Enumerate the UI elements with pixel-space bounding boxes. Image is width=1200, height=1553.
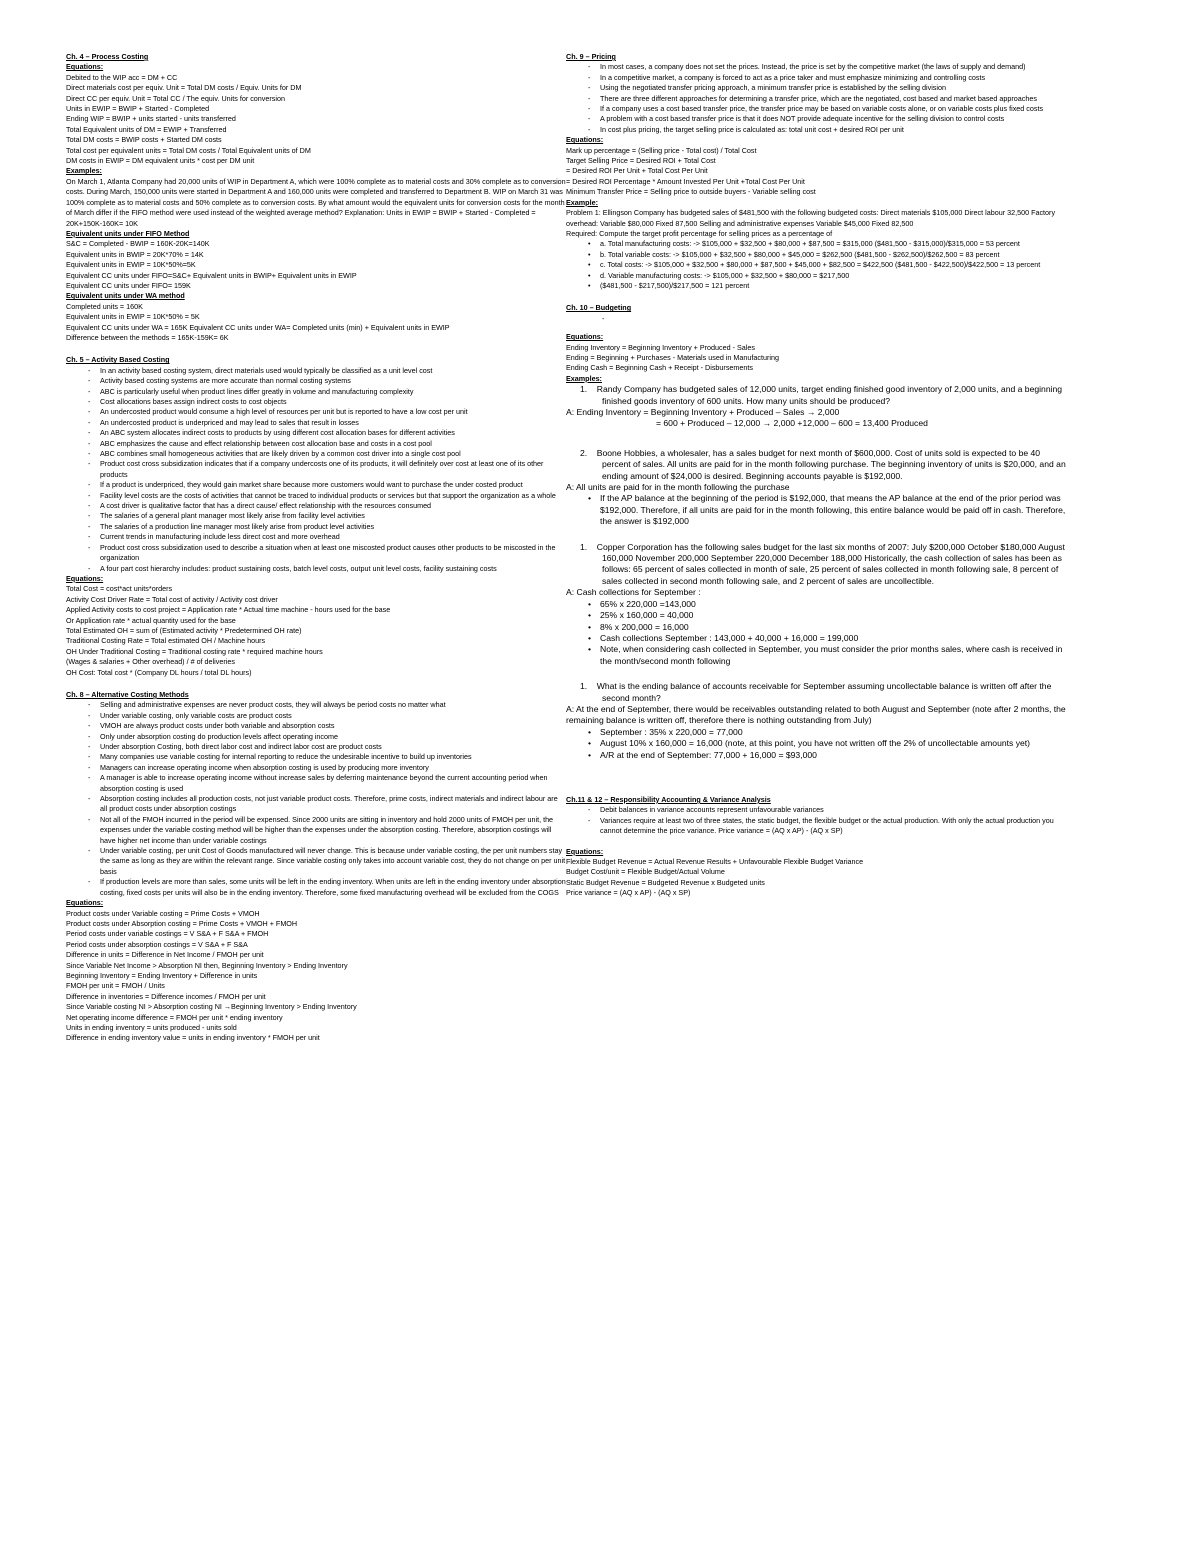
label-equations: Equations:: [66, 573, 104, 583]
label-examples: Examples:: [66, 166, 102, 176]
equation-line: Debited to the WIP acc = DM + CC: [66, 72, 178, 82]
equation-line: Units in EWIP = BWIP + Started - Completed: [66, 104, 210, 114]
list-item: - Under variable costing, per unit Cost of Goods manufactured will never change. This is because under variable costing, the per unit numbers stay the same as long as they are within the relevant range. Since variable costing only takes into account variable cost, they do not change on per unit basis: [100, 846, 566, 877]
list-item: - The salaries of a production line manager most likely arise from product level activities: [100, 522, 566, 532]
equation-line: Beginning Inventory = Ending Inventory + Difference in units: [66, 970, 258, 980]
list-item: - Absorption costing includes all production costs, not just variable product costs. Therefore, prime costs, indirect materials and indirect labour are all product costs under absorption costings: [100, 794, 566, 815]
list-item: - A cost driver is qualitative factor that has a direct cause/ effect relationship with the resources consumed: [100, 501, 566, 511]
answer-line: A: All units are paid for in the month following the purchase: [566, 482, 790, 493]
bullet-list: [66, 366, 566, 574]
list-item: • a. Total manufacturing costs: -> $105,000 + $32,500 + $80,000 + $87,500 = $315,000 ($481,500 - $315,000)/$315,000 = 53 percent: [600, 239, 1066, 249]
list-item: - A problem with a cost based transfer price is that it does NOT provide adequate incentive for the selling division to control costs: [600, 114, 1066, 124]
equation-list: [66, 73, 566, 167]
list-item: - ABC is particularly useful when product lines differ greatly in volume and manufacturing complexity: [100, 387, 566, 397]
problem-number: 1.: [580, 384, 588, 395]
list-item: • ($481,500 - $217,500)/$217,500 = 121 percent: [600, 281, 1066, 291]
equation-line: Flexible Budget Revenue = Actual Revenue Results + Unfavourable Flexible Budget Variance: [566, 857, 864, 866]
list-item: - Only under absorption costing do production levels affect operating income: [100, 732, 566, 742]
equation-line: FMOH per unit = FMOH / Units: [66, 981, 165, 991]
bullet-list: [66, 700, 566, 898]
label-equations: Equations:: [66, 62, 104, 72]
list-item: - Not all of the FMOH incurred in the period will be expensed. Since 2000 units are sitting in inventory and hold 2000 units of FMOH per unit, the expenses under the variable costing method will be higher than the expenses under the absorption costing. Therefore, absorption costings will have higher net income than under variable costings: [100, 815, 566, 846]
heading-ch11-12: Ch.11 & 12 – Responsibility Accounting & Variance Analysis: [566, 794, 771, 804]
equation-line: Total cost per equivalent units = Total DM costs / Total Equivalent units of DM: [66, 145, 311, 155]
list-item: - ABC combines small homogeneous activities that are likely driven by a common cost driver into a single cost pool: [100, 449, 566, 459]
list-item: - Variances require at least two of three states, the static budget, the flexible budget or the actual production. With only the actual production you cannot determine the price variance. Price variance = (AQ x AP) - (AQ x SP): [600, 816, 1066, 837]
list-item: • Note, when considering cash collected in September, you must consider the prior months sales, where cash is received in the month/second month following: [600, 644, 1066, 667]
heading-ch10: Ch. 10 – Budgeting: [566, 303, 632, 313]
example-paragraph: On March 1, Atlanta Company had 20,000 units of WIP in Department A, which were 100% complete as to material costs and 30% complete as to conversion costs. During March, 150,000 units were started in Department A and 160,000 units were completed and transferred to Department B. WIP on March 31 was 100% complete as to material costs and 50% complete as to conversion costs. By what amount would the equivalent units for conversion costs for the month of March differ if the FIFO method were used instead of the weighted average method? Explanation: Units in EWIP = BWIP + Started - Completed = 20K+150K-160K= 10K: [66, 176, 566, 228]
problem-text: [566, 681, 1066, 704]
heading-ch4: Ch. 4 – Process Costing: [66, 52, 149, 61]
list-item: • c. Total costs: -> $105,000 + $32,500 + $80,000 + $87,500 + $45,000 + $82,500 = $422,500 ($481,500 - $422,500)/$422,500 = 13 percent: [600, 260, 1066, 270]
section-ch4: [66, 52, 566, 343]
list-item: - Activity based costing systems are more accurate than normal costing systems: [100, 376, 566, 386]
list-item: - ABC emphasizes the cause and effect relationship between cost allocation base and costs in a cost pool: [100, 439, 566, 449]
dash-line: -: [602, 313, 605, 323]
problem-body: Boone Hobbies, a wholesaler, has a sales budget for next month of $600,000. Cost of units sold is expected to be 40 percent of sales. All units are paid for in the month following purchase. The beginning inventory of units is $20,000, and an ending amount of $24,000 is desired. Beginning accounts payable is $192,000.: [596, 447, 1066, 481]
list-item: - In a competitive market, a company is forced to act as a price taker and must emphasize minimizing and controlling costs: [600, 73, 1066, 83]
equation-line: Difference in units = Difference in Net Income / FMOH per unit: [66, 950, 264, 960]
problem-text: [566, 448, 1066, 482]
list-item: • b. Total variable costs: -> $105,000 + $32,500 + $80,000 + $45,000 = $262,500 ($481,500 - $262,500)/$262,500 = 83 percent: [600, 250, 1066, 260]
equation-line: Difference in inventories = Difference incomes / FMOH per unit: [66, 991, 266, 1001]
label-equations: Equations:: [566, 135, 604, 145]
list-item: - Facility level costs are the costs of activities that cannot be traced to individual products or services but that support the organization as a whole: [100, 491, 566, 501]
section-ch11-12: [566, 795, 1066, 899]
equation-line: Units in ending inventory = units produced - units sold: [66, 1022, 237, 1032]
example-paragraph: Problem 1: Ellingson Company has budgeted sales of $481,500 with the following budgeted costs: Direct materials $105,000 Direct labour 32,500 Factory overhead: Variable $80,000 Fixed 87,500 Selling and administrative expenses Variable $45,000 Fixed 82,500: [566, 208, 1056, 228]
equation-line: Applied Activity costs to cost project = Application rate * Actual time machine - hours used for the base: [66, 605, 391, 615]
list-item: - Product cost cross subsidization indicates that if a company undercosts one of its products, it will definitely over cost at least one of its other products: [100, 459, 566, 480]
problem-body: Randy Company has budgeted sales of 12,000 units, target ending finished good inventory of 2,000 units, and a beginning finished goods inventory of 600 units. How many units should be produced?: [596, 384, 1063, 406]
fifo-line: Equivalent CC units under FIFO=S&C+ Equivalent units in BWIP+ Equivalent units in EWIP: [66, 270, 357, 280]
list-item: - An undercosted product is underpriced and may lead to sales that result in losses: [100, 418, 566, 428]
list-item: - In an activity based costing system, direct materials used would typically be classified as a unit level cost: [100, 366, 566, 376]
equation-line: Ending = Beginning + Purchases - Materials used in Manufacturing: [566, 352, 779, 362]
equation-line: Ending Inventory = Beginning Inventory + Produced - Sales: [566, 342, 755, 352]
equation-line: Product costs under Variable costing = Prime Costs + VMOH: [66, 908, 260, 918]
list-item: • September : 35% x 220,000 = 77,000: [600, 727, 1066, 738]
equation-line: Mark up percentage = (Selling price - Total cost) / Total Cost: [566, 145, 757, 155]
list-item: - Under absorption Costing, both direct labor cost and indirect labor cost are product costs: [100, 742, 566, 752]
wa-line: Equivalent CC units under WA = 165K Equivalent CC units under WA= Completed units (min) + Equivalent units in EWIP: [66, 322, 450, 332]
equation-line: Budget Cost/unit = Flexible Budget/Actual Volume: [566, 867, 725, 877]
list-item: - A manager is able to increase operating income without increase sales by deferring maintenance beyond the current accounting period when absorption costing is used: [100, 773, 566, 794]
equation-line: DM costs in EWIP = DM equivalent units * cost per DM unit: [66, 156, 255, 166]
section-ch5: [66, 355, 566, 678]
left-column: [66, 52, 566, 1056]
equation-line: Difference in ending inventory value = units in ending inventory * FMOH per unit: [66, 1033, 320, 1043]
equation-line: Activity Cost Driver Rate = Total cost of activity / Activity cost driver: [66, 594, 278, 604]
label-equations: Equations:: [566, 332, 604, 342]
equation-line: Static Budget Revenue = Budgeted Revenue x Budgeted units: [566, 877, 765, 887]
list-item: - Using the negotiated transfer pricing approach, a minimum transfer price is established by the selling division: [600, 83, 1066, 93]
fifo-line: Equivalent units in BWIP = 20K*70% = 14K: [66, 249, 204, 259]
equation-line: Direct materials cost per equiv. Unit = Total DM costs / Equiv. Units for DM: [66, 83, 302, 93]
list-item: - Many companies use variable costing for internal reporting to reduce the undesirable incentive to build up inventories: [100, 752, 566, 762]
equation-line: Direct CC per equiv. Unit = Total CC / The equiv. Units for conversion: [66, 93, 285, 103]
list-item: - An ABC system allocates indirect costs to products by using different cost allocation bases for different activities: [100, 428, 566, 438]
equation-line: Ending Cash = Beginning Cash + Receipt - Disbursements: [566, 363, 753, 373]
equation-line: Period costs under absorption costings = V S&A + F S&A: [66, 939, 248, 949]
section-ch10: [566, 303, 1066, 761]
equation-line: Product costs under Absorption costing = Prime Costs + VMOH + FMOH: [66, 918, 298, 928]
list-item: - A four part cost hierarchy includes: product sustaining costs, batch level costs, output unit level costs, facility sustaining costs: [100, 564, 566, 574]
equation-line: Price variance = (AQ x AP) - (AQ x SP): [566, 888, 691, 898]
label-equations: Equations:: [566, 846, 604, 856]
problem-number: 2.: [580, 447, 588, 458]
wa-line: Equivalent units in EWIP = 10K*50% = 5K: [66, 312, 200, 322]
list-item: - If a company uses a cost based transfer price, the transfer price may be based on variable costs alone, or on variable costs plus fixed costs: [600, 104, 1066, 114]
equation-line: Total DM costs = BWIP costs + Started DM costs: [66, 135, 222, 145]
list-item: - Under variable costing, only variable costs are product costs: [100, 711, 566, 721]
equation-line: Net operating income difference = FMOH per unit * ending inventory: [66, 1012, 283, 1022]
label-equations: Equations:: [66, 898, 104, 908]
list-item: • August 10% x 160,000 = 16,000 (note, at this point, you have not written off the 2% of uncollectable amounts yet): [600, 738, 1066, 749]
equation-line: Minimum Transfer Price = Selling price to outside buyers - Variable selling cost: [566, 187, 816, 197]
list-item: - Debit balances in variance accounts represent unfavourable variances: [600, 805, 1066, 815]
fifo-line: Equivalent units in EWIP = 10K*50%=5K: [66, 260, 196, 270]
list-item: - Current trends in manufacturing include less direct cost and more overhead: [100, 532, 566, 542]
problem-block: [566, 681, 1066, 761]
answer-list: [566, 599, 1066, 667]
answer-line: A: At the end of September, there would be receivables outstanding related to both August and September (note after 2 months, the remaining balance is written off, therefore there is nothing outstanding from July): [566, 703, 1066, 726]
equation-line: Or Application rate * actual quantity used for the base: [66, 615, 236, 625]
label-wa: Equivalent units under WA method: [66, 291, 185, 301]
equation-line: (Wages & salaries + Other overhead) / # of deliveries: [66, 657, 235, 667]
problem-body: What is the ending balance of accounts receivable for September assuming uncollectable balance is written off after the second month?: [596, 681, 1052, 703]
label-example: Example:: [566, 197, 598, 207]
list-item: - Managers can increase operating income when absorption costing is used by producing more inventory: [100, 763, 566, 773]
equation-line: Since Variable Net Income > Absorption NI then, Beginning Inventory > Ending Inventory: [66, 960, 348, 970]
heading-ch5: Ch. 5 – Activity Based Costing: [66, 355, 170, 365]
answer-list: [566, 239, 1066, 291]
list-item: • d. Variable manufacturing costs: -> $105,000 + $32,500 + $80,000 = $217,500: [600, 271, 1066, 281]
right-column: [566, 52, 1066, 911]
problem-number: 1.: [580, 681, 588, 692]
section-ch9: [566, 52, 1066, 291]
bullet-list: [566, 62, 1066, 135]
heading-ch9: Ch. 9 – Pricing: [566, 52, 616, 61]
list-item: - There are three different approaches for determining a transfer price, which are the negotiated, cost based and market based approaches: [600, 94, 1066, 104]
problem-number: 1.: [580, 541, 588, 552]
equation-line: Since Variable costing NI > Absorption costing NI →Beginning Inventory > Ending Inventory: [66, 1002, 357, 1012]
list-item: - If a product is underpriced, they would gain market share because more customers would want to purchase the under costed product: [100, 480, 566, 490]
problem-text: [566, 384, 1066, 407]
problem-text: [566, 542, 1066, 588]
fifo-line: S&C = Completed - BWIP = 160K-20K=140K: [66, 239, 210, 249]
equation-line: Target Selling Price = Desired ROI + Total Cost: [566, 156, 716, 166]
answer-line: A: Cash collections for September :: [566, 587, 701, 598]
list-item: • If the AP balance at the beginning of the period is $192,000, that means the AP balance at the end of the prior period was $192,000. Therefore, if all units are paid for in the month following, this entire balance would be paid off in cash. Therefore, the answer is $192,000: [600, 493, 1066, 527]
list-item: - VMOH are always product costs under both variable and absorption costs: [100, 721, 566, 731]
list-item: - Cost allocations bases assign indirect costs to cost objects: [100, 397, 566, 407]
problem-block: [566, 384, 1066, 430]
list-item: • Cash collections September : 143,000 + 40,000 + 16,000 = 199,000: [600, 633, 1066, 644]
answer-line: A: Ending Inventory = Beginning Inventory + Produced – Sales → 2,000: [566, 407, 840, 417]
list-item: • 65% x 220,000 =143,000: [600, 599, 1066, 610]
fifo-line: Equivalent CC units under FIFO= 159K: [66, 280, 191, 290]
bullet-list: [566, 805, 1066, 836]
label-fifo: Equivalent units under FIFO Method: [66, 228, 190, 238]
equation-line: OH Cost: Total cost * (Company DL hours / total DL hours): [66, 667, 252, 677]
list-item: - In most cases, a company does not set the prices. Instead, the price is set by the competitive market (the laws of supply and demand): [600, 62, 1066, 72]
list-item: - If production levels are more than sales, some units will be left in the ending inventory. When units are left in the ending inventory under absorption costing, fixed costs per units will also be in the ending inventory. Therefore, some fixed manufacturing overhead will be excluded from the COGS: [100, 877, 566, 898]
answer-list: [566, 493, 1066, 527]
wa-line: Difference between the methods = 165K-159K= 6K: [66, 332, 229, 342]
section-ch8: [66, 690, 566, 1044]
list-item: - Selling and administrative expenses are never product costs, they will always be period costs no matter what: [100, 700, 566, 710]
equation-line: Total Equivalent units of DM = EWIP + Transferred: [66, 124, 227, 134]
list-item: - In cost plus pricing, the target selling price is calculated as: total unit cost + desired ROI per unit: [600, 125, 1066, 135]
heading-ch8: Ch. 8 – Alternative Costing Methods: [66, 689, 189, 699]
problem-block: [566, 448, 1066, 528]
answer-list: [566, 727, 1066, 761]
equation-line: Ending WIP = BWIP + units started - units transferred: [66, 114, 236, 124]
list-item: - Product cost cross subsidization used to describe a situation when at least one miscosted product causes other products to be miscosted in the organization: [100, 543, 566, 564]
equation-line: Period costs under variable costings = V S&A + F S&A + FMOH: [66, 929, 269, 939]
equation-line: Traditional Costing Rate = Total estimated OH / Machine hours: [66, 636, 266, 646]
equation-line: Total Cost = cost*act units*orders: [66, 584, 173, 594]
list-item: • A/R at the end of September: 77,000 + 16,000 = $93,000: [600, 750, 1066, 761]
list-item: - The salaries of a general plant manager most likely arise from facility level activities: [100, 511, 566, 521]
equation-line: = Desired ROI Per Unit + Total Cost Per Unit: [566, 166, 708, 176]
problem-body: Copper Corporation has the following sales budget for the last six months of 2007: July $200,000 October $180,000 August 160,000 November 200,000 September 220,000 December 188,000 Historically, the cash collection of sales has been as follows: 65 percent of sales collected in month of sale, 25 percent of sales collected in month following sale, 8 percent of sales collected in second month following sale, and 2 percent of sales are uncollectible.: [596, 541, 1065, 586]
answer-line: = 600 + Produced – 12,000 → 2,000 +12,000 – 600 = 13,400 Produced: [656, 418, 928, 429]
wa-line: Completed units = 160K: [66, 301, 143, 311]
list-item: • 25% x 160,000 = 40,000: [600, 610, 1066, 621]
equation-line: Total Estimated OH = sum of (Estimated activity * Predetermined OH rate): [66, 625, 302, 635]
equation-line: = Desired ROI Percentage * Amount Invested Per Unit +Total Cost Per Unit: [566, 176, 805, 186]
equation-line: OH Under Traditional Costing = Traditional costing rate * required machine hours: [66, 646, 323, 656]
required-line: Required: Compute the target profit percentage for selling prices as a percentage of: [566, 228, 833, 238]
list-item: - An undercosted product would consume a high level of resources per unit but is reported to have a low cost per unit: [100, 407, 566, 417]
label-examples: Examples:: [566, 373, 602, 383]
list-item: • 8% x 200,000 = 16,000: [600, 622, 1066, 633]
problem-block: [566, 542, 1066, 667]
